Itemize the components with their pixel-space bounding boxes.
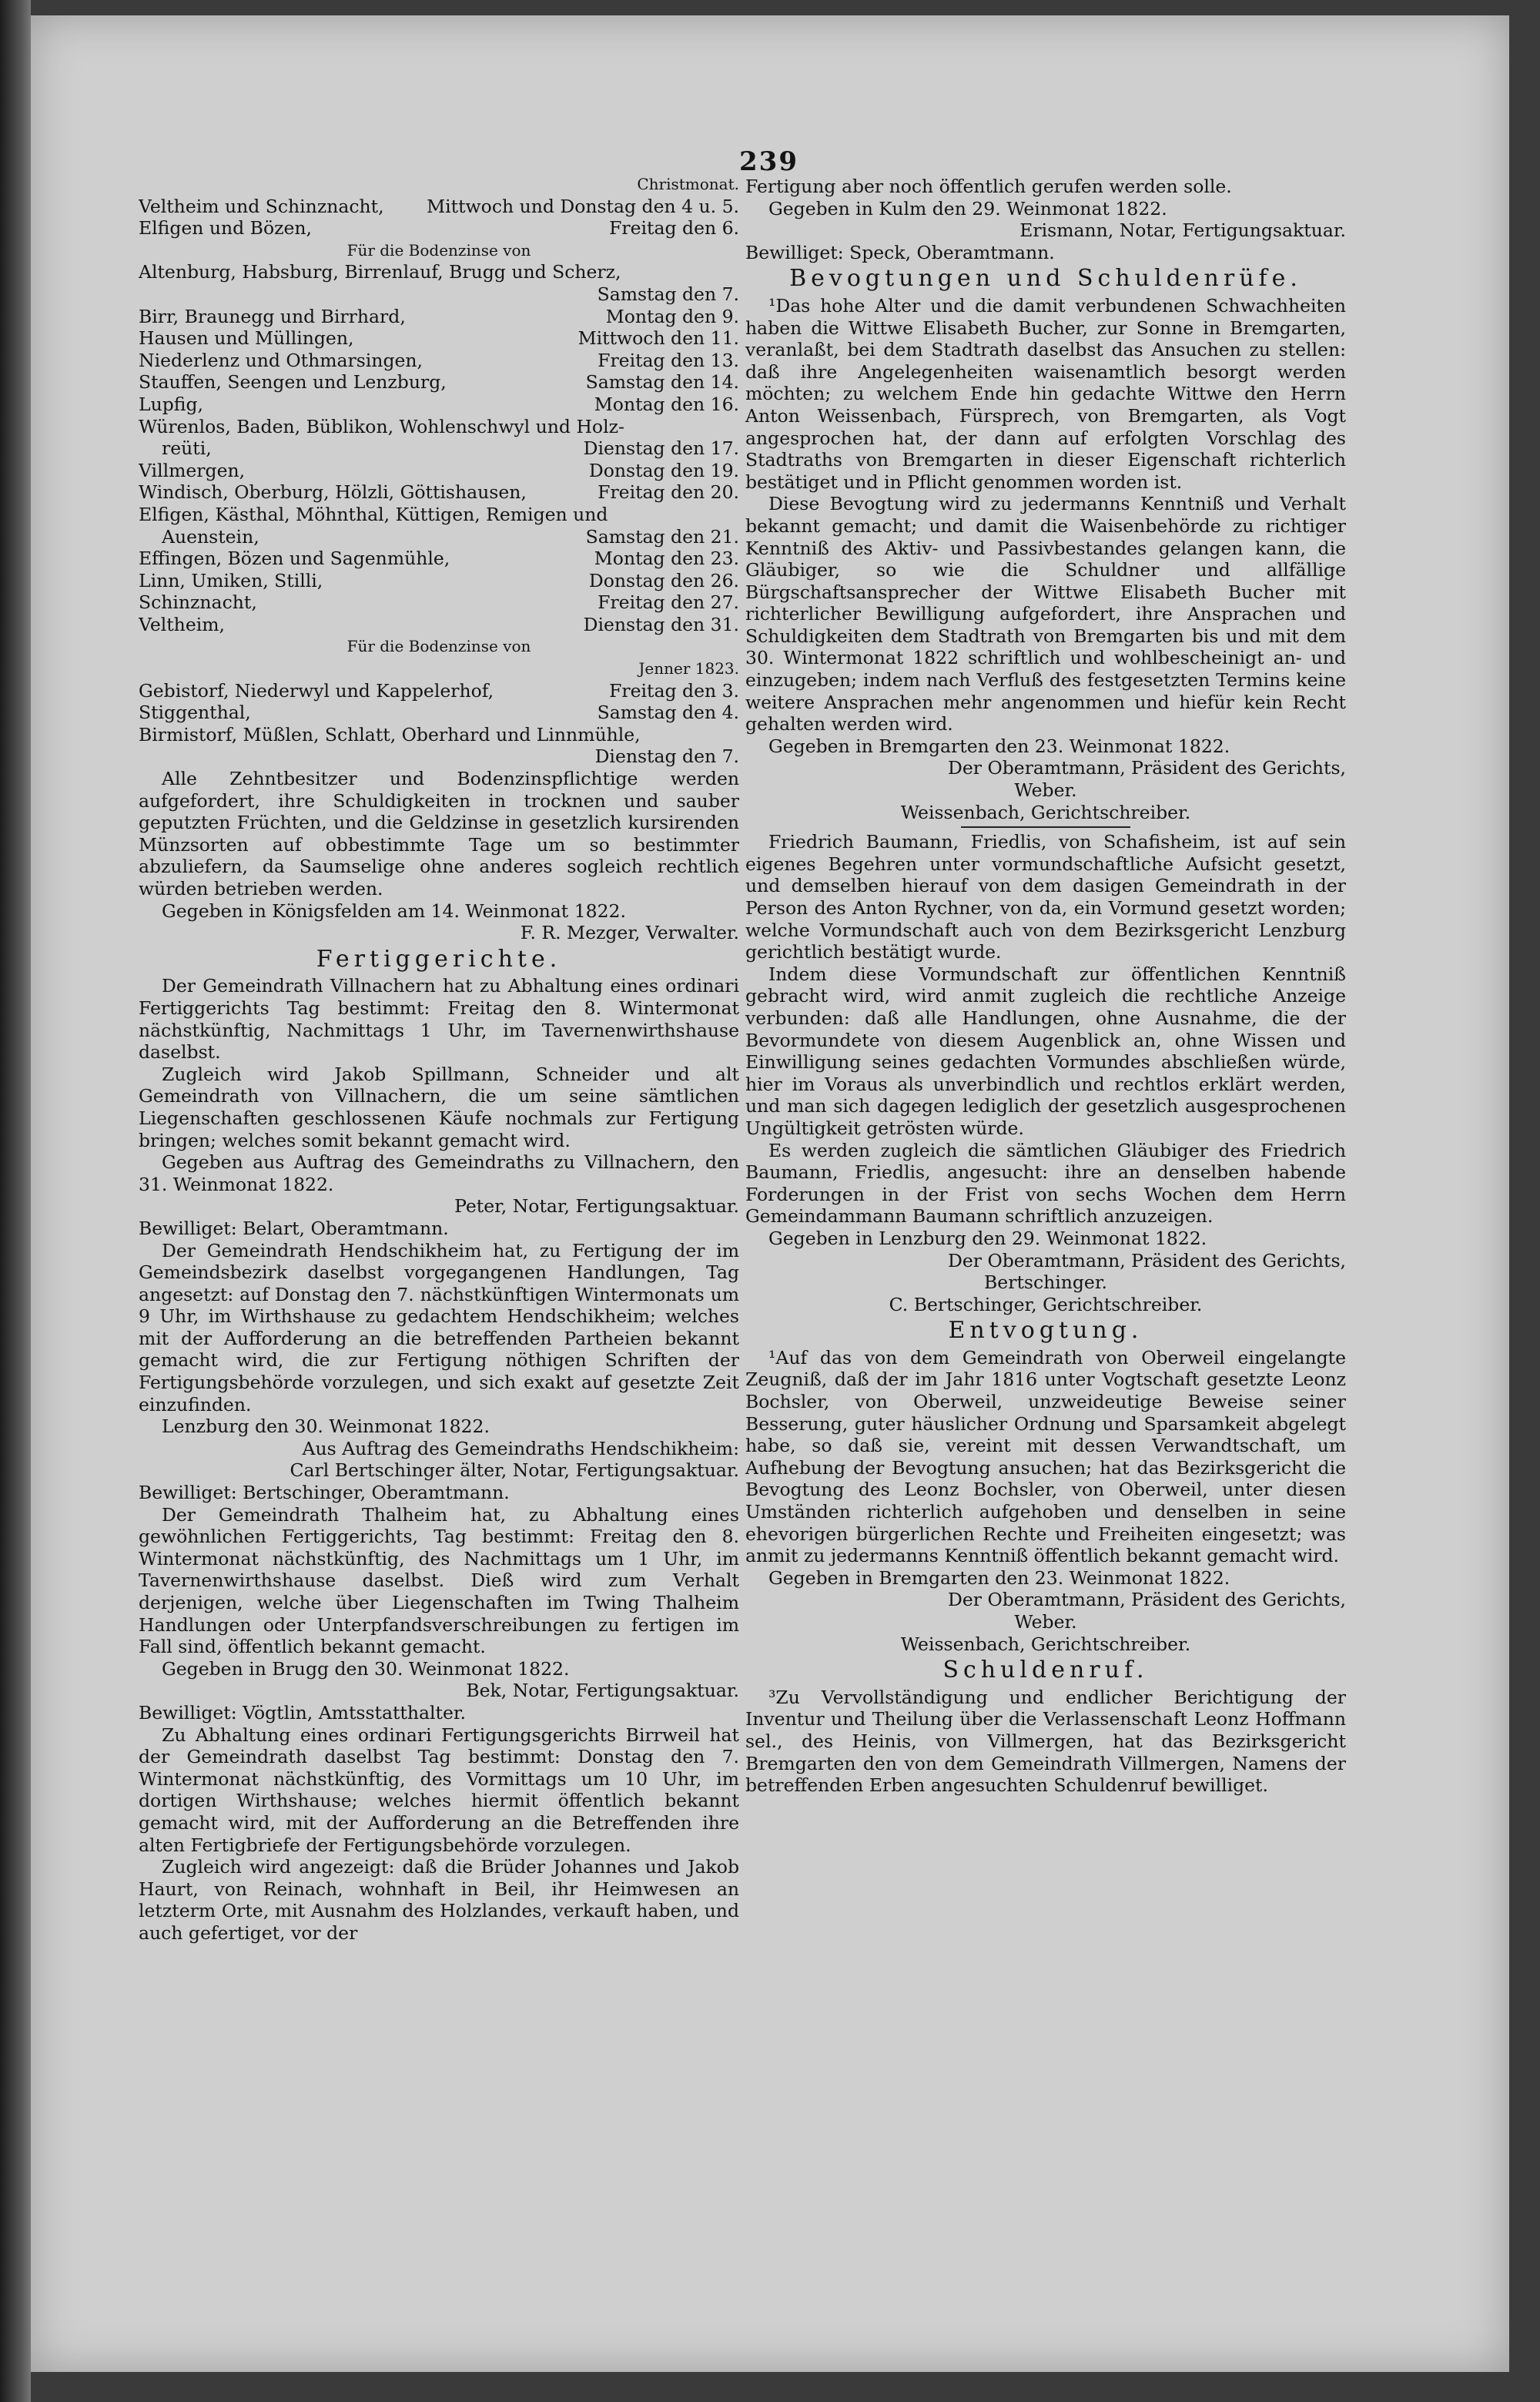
notice-paragraph: Zugleich wird Jakob Spillmann, Schneider und alt Gemeindrath von Villnachern, die um seine sämtlichen Liegenschaften geschlossenen Käufe nochmals zur Fertigung bringen; welches somit bekannt gemacht wird. — [139, 1063, 739, 1151]
bodenzinse-header: Für die Bodenzinse von — [346, 240, 531, 260]
notice-paragraph: ¹Auf das von dem Gemeindrath von Oberweil eingelangte Zeugniß, daß der im Jahr 1816 unter Vogtschaft gesetzte Leonz Bochsler, von Oberweil, unzweideutige Beweise seiner Besserung, guter häuslicher Ordnung und Sparsamkeit abgelegt habe, so daß sie, vereint mit dessen Verwandtschaft, um Aufhebung der Bevogtung ansuchen; hat das Bezirksgericht die Bevogtung des Leonz Bochsler, von Oberweil, unter diesen Umständen richterlich aufgehoben und denselben in seine ehevorigen bürgerlichen Rechte und Freiheiten eingesetzt; was anmit zu jedermanns Kenntniß öffentlich bekannt gemacht wird. — [745, 1346, 1346, 1567]
signature: Bek, Notar, Fertigungsaktuar. — [466, 1680, 739, 1702]
schedule-row: Birmistorf, Müßlen, Schlatt, Oberhard und Linnmühle, — [139, 723, 641, 745]
given-line: Lenzburg den 30. Weinmonat 1822. — [162, 1415, 490, 1438]
bodenzinse-header: Für die Bodenzinse von — [346, 637, 531, 656]
given-line: Gegeben in Brugg den 30. Weinmonat 1822. — [162, 1657, 570, 1680]
section-heading: Fertiggerichte. — [316, 945, 562, 973]
notice-paragraph: Indem diese Vormundschaft zur öffentlichen Kenntniß gebracht wird, wird anmit zugleich die rechtliche Anzeige verbunden: daß alle Handlungen, ohne Ausnahme, die der Bevormundete von diesem Augenblick an, ohne Wissen und Einwilligung seines gedachten Vormundes abschließen würde, hier im Voraus als unverbindlich und rechtlos erklärt werden, und man sich dagegen lediglich der gesetzlich ausgesprochenen Ungültigkeit getrösten würde. — [745, 963, 1346, 1139]
divider-rule — [961, 826, 1130, 828]
given-line: Gegeben in Kulm den 29. Weinmonat 1822. — [768, 197, 1167, 219]
book-spine — [0, 0, 31, 2402]
notice-paragraph: Alle Zehntbesitzer und Bodenzinspflichtige werden aufgefordert, ihre Schuldigkeiten in trocknen und sauber geputzten Früchten, und die Geldzinse in gesetzlich kursirenden Münzsorten auf obbestimmte Tage um so bestimmter abzuliefern, da Saumselige ohne anderes sogleich rechtlich würden betrieben werden. — [139, 768, 739, 899]
schedule-row: Gebistorf, Niederwyl und Kappelerhof, Freitag den 3. — [139, 679, 739, 702]
approval-line: Bewilliget: Speck, Oberamtmann. — [745, 241, 1055, 263]
notice-paragraph: Diese Bevogtung wird zu jedermanns Kenntniß und Verhalt bekannt gemacht; und damit die Waisenbehörde zu richtiger Kenntniß des Aktiv- und Passivbestandes gelangen kann, die Gläubiger, so wie die Schuldner und allfällige Bürgschaftsansprecher der Wittwe Elisabeth Bucher mit richterlicher Bewilligung aufgefordert, ihre Ansprachen und Schuldigkeiten dem Stadtrath von Bremgarten bis und mit dem 30. Wintermonat 1822 schriftlich und wohlbescheinigt an- und einzugeben; indem nach Verfluß des festgesetzten Termins keine weitere Ansprachen mehr angenommen und hiefür kein Recht gehalten werden wird. — [745, 493, 1346, 735]
signature: Weber. — [1014, 779, 1077, 802]
page-number: 239 — [739, 146, 798, 177]
approval-line: Bewilliget: Vögtlin, Amtsstatthalter. — [139, 1701, 466, 1724]
given-line: Gegeben in Lenzburg den 29. Weinmonat 1822. — [768, 1227, 1207, 1249]
signature: Der Oberamtmann, Präsident des Gerichts, — [948, 1249, 1346, 1271]
schedule-row: Elfigen, Kästhal, Möhnthal, Küttigen, Remigen und — [139, 503, 608, 525]
notice-paragraph: Zugleich wird angezeigt: daß die Brüder Johannes und Jakob Haurt, von Reinach, wohnhaft in Beil, ihr Heimwesen an letzterm Orte, mit Ausnahm des Holzlandes, verkauft haben, und auch gefertiget, vor der — [139, 1856, 739, 1944]
schedule-row: Veltheim, Dienstag den 31. — [139, 613, 739, 635]
schedule-row: Stauffen, Seengen und Lenzburg, Samstag den 14. — [139, 371, 739, 394]
section-heading: Entvogtung. — [948, 1317, 1143, 1345]
given-line: Gegeben aus Auftrag des Gemeindraths zu Villnachern, den 31. Weinmonat 1822. — [139, 1151, 739, 1195]
notice-paragraph: ¹Das hohe Alter und die damit verbundenen Schwachheiten haben die Wittwe Elisabeth Bucher, zur Sonne in Bremgarten, veranlaßt, bei dem Stadtrath daselbst das Ansuchen zu stellen: daß ihre Angelegenheiten waisenamtlich besorgt werden möchten; zu welchem Ende hin gedachte Wittwe den Herrn Anton Weissenbach, Fürsprech, von Bremgarten, als Vogt angesprochen hat, der dann auf erfolgten Vorschlag des Stadtraths von Bremgarten in dieser Eigenschaft richterlich bestätiget und in Pflicht genommen worden ist. — [745, 294, 1346, 493]
notice-paragraph: Zu Abhaltung eines ordinari Fertigungsgerichts Birrweil hat der Gemeindrath daselbst Tag bestimmt: Donstag den 7. Wintermonat nächstkünftig, des Vormittags um 10 Uhr, im dortigen Wirthshause; welches hiermit öffentlich bekannt gemacht wird, mit der Aufforderung an die Betreffenden ihre alten Fertigbriefe der Fertigungsbehörde vorzulegen. — [139, 1724, 739, 1856]
approval-line: Bewilliget: Belart, Oberamtmann. — [139, 1217, 449, 1239]
schedule-row: Effingen, Bözen und Sagenmühle, Montag den 23. — [139, 548, 739, 570]
jenner-header: Jenner 1823. — [638, 659, 739, 678]
given-line: Gegeben in Bremgarten den 23. Weinmonat 1822. — [768, 1566, 1230, 1589]
schedule-row: Samstag den 7. — [597, 283, 739, 305]
schedule-row: Villmergen, Donstag den 19. — [139, 459, 739, 481]
schedule-row: Dienstag den 7. — [594, 745, 739, 768]
schedule-row: Stiggenthal, Samstag den 4. — [139, 702, 739, 724]
notice-paragraph: Friedrich Baumann, Friedlis, von Schafisheim, ist auf sein eigenes Begehren unter vormundschaftliche Aufsicht gesetzt, und demselben hierauf von dem dasigen Gemeindrath in der Person des Anton Rychner, von da, ein Vormund gesetzt worden; welche Vormundschaft auch von dem Bezirksgericht Lenzburg gerichtlich bestätigt wurde. — [745, 831, 1346, 963]
signature: Der Oberamtmann, Präsident des Gerichts, — [948, 757, 1346, 779]
signature: Der Oberamtmann, Präsident des Gerichts, — [948, 1589, 1346, 1611]
notice-paragraph: Es werden zugleich die sämtlichen Gläubiger des Friedrich Baumann, Friedlis, angesucht: ihre an denselben habende Forderungen in der Frist von sechs Wochen dem Herrn Gemeindammann Baumann schriftlich anzuzeigen. — [745, 1139, 1346, 1228]
continuation-line: Fertigung aber noch öffentlich gerufen werden solle. — [745, 176, 1232, 197]
signature: Aus Auftrag des Gemeindraths Hendschikheim: — [302, 1437, 739, 1459]
notice-paragraph: Der Gemeindrath Hendschikheim hat, zu Fertigung der im Gemeindsbezirk daselbst vorgegangenen Handlungen, Tag angesetzt: auf Donstag den 7. nächstkünftigen Wintermonats um 9 Uhr, im Wirthshause zu gedachtem Hendschikheim; welches mit der Aufforderung an die betreffenden Partheien bekannt gemacht wird, die zur Fertigung nöthigen Schriften der Fertigungsbehörde vorzulegen, und sich exakt auf gesetzte Zeit einzufinden. — [139, 1239, 739, 1415]
schedule-row: Lupfig, Montag den 16. — [139, 393, 739, 415]
approval-line: Bewilliget: Bertschinger, Oberamtmann. — [139, 1482, 510, 1504]
schedule-row: Birr, Braunegg und Birrhard, Montag den 9. — [139, 305, 739, 327]
schedule-row: Altenburg, Habsburg, Birrenlauf, Brugg und Scherz, — [139, 261, 621, 283]
schedule-row: Niederlenz und Othmarsingen, Freitag den 13. — [139, 349, 739, 371]
signature: Carl Bertschinger älter, Notar, Fertigungsaktuar. — [290, 1459, 739, 1482]
signature: F. R. Mezger, Verwalter. — [520, 922, 739, 944]
section-heading: Bevogtungen und Schuldenrüfe. — [789, 265, 1302, 293]
notice-paragraph: Der Gemeindrath Thalheim hat, zu Abhaltung eines gewöhnlichen Fertiggerichts, Tag bestimmt: Freitag den 8. Wintermonat nächstkünftig, des Nachmittags um 1 Uhr, im Tavernenwirthshause daselbst. Dieß wird zum Verhalt derjenigen, welche über Liegenschaften im Twing Thalheim Handlungen oder Unterpfandsverschreibungen zu fertigen im Fall sind, öffentlich bekannt gemacht. — [139, 1503, 739, 1658]
signature: Weissenbach, Gerichtschreiber. — [900, 801, 1191, 823]
given-line: Gegeben in Königsfelden am 14. Weinmonat 1822. — [162, 899, 626, 922]
notice-paragraph: Der Gemeindrath Villnachern hat zu Abhaltung eines ordinari Fertiggerichts Tag bestimmt: Freitag den 8. Wintermonat nächstkünftig, Nachmittags 1 Uhr, im Tavernenwirthshause daselbst. — [139, 975, 739, 1064]
notice-paragraph: ³Zu Vervollständigung und endlicher Berichtigung der Inventur und Theilung über die Verlassenschaft Leonz Hoffmann sel., des Heinis, von Villmergen, hat das Bezirksgericht Bremgarten den von dem Gemeindrath Villmergen, Namens der betreffenden Erben angesuchten Schuldenruf bewilliget. — [745, 1686, 1346, 1797]
schedule-row: Veltheim und Schinznacht, Mittwoch und Donstag den 4 u. 5. — [139, 195, 739, 217]
schedule-row: Schinznacht, Freitag den 27. — [139, 591, 739, 614]
schedule-row: Linn, Umiken, Stilli, Donstag den 26. — [139, 569, 739, 591]
schedule-row: Hausen und Müllingen, Mittwoch den 11. — [139, 327, 739, 350]
schedule-row: Windisch, Oberburg, Hölzli, Göttishausen, Freitag den 20. — [139, 481, 739, 504]
month-header: Christmonat. — [637, 175, 739, 193]
signature: Weber. — [1014, 1611, 1077, 1633]
given-line: Gegeben in Bremgarten den 23. Weinmonat 1822. — [768, 735, 1230, 757]
schedule-row: Elfigen und Bözen, Freitag den 6. — [139, 217, 739, 240]
schedule-row: reüti, Dienstag den 17. — [162, 437, 739, 460]
signature: Weissenbach, Gerichtschreiber. — [900, 1633, 1191, 1655]
schedule-row: Auenstein, Samstag den 21. — [162, 525, 739, 548]
left-column — [139, 173, 739, 1945]
schedule-row: Würenlos, Baden, Büblikon, Wohlenschwyl und Holz- — [139, 415, 624, 437]
signature: Erismann, Notar, Fertigungsaktuar. — [1019, 219, 1346, 242]
section-heading: Schuldenruf. — [942, 1657, 1149, 1684]
signature: C. Bertschinger, Gerichtschreiber. — [889, 1293, 1203, 1315]
signature: Bertschinger. — [984, 1271, 1107, 1294]
signature: Peter, Notar, Fertigungsaktuar. — [454, 1195, 739, 1218]
right-column — [745, 176, 1346, 1797]
